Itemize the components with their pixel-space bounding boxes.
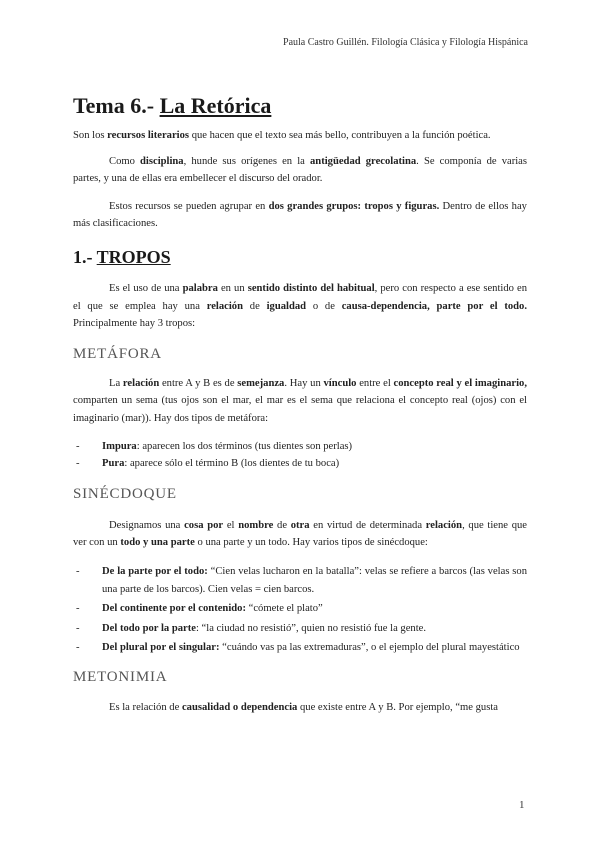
list-item: - De la parte por el todo: “Cien velas lucharon en la batalla”: velas se refiere a barcos (las velas son una parte de los barcos). Cien velas = cien barcos. — [76, 565, 528, 595]
list-item: - Del continente por el contenido: “cómete el plato” — [76, 603, 323, 615]
metonimia-paragraph: Es la relación de causalidad o dependencia que existe entre A y B. Por ejemplo, “me gusta — [109, 701, 498, 713]
title-main: La Retórica — [159, 93, 272, 118]
tropos-paragraph: Es el uso de una palabra en un sentido distinto del habitual, pero con respecto a ese sentido en el que se emplea hay una relación de igualdad o de causa-dependencia, parte por el todo. Principalmente hay 3 tropos: — [73, 282, 528, 330]
document-title — [73, 92, 527, 120]
sinecdoque-list — [73, 563, 527, 657]
list-item: - Del plural por el singular: “cuándo vas pa las extremaduras”, o el ejemplo del plural mayestático — [76, 642, 520, 654]
list-item: - Del todo por la parte: “la ciudad no resistió”, quien no resistió fue la gente. — [76, 622, 427, 634]
section-heading-tropos: 1.- TROPOS — [73, 246, 171, 267]
intro-paragraph-1: Son los recursos literarios que hacen que el texto sea más bello, contribuyen a la función poética. — [73, 130, 491, 141]
list-item: - Impura: aparecen los dos términos (tus dientes son perlas) — [76, 440, 353, 452]
page-content — [73, 92, 527, 716]
subheading-metonimia: METONIMIA — [73, 668, 168, 685]
subheading-metafora: METÁFORA — [73, 345, 162, 362]
intro-paragraph-2: Como disciplina, hunde sus orígenes en la antigüedad grecolatina. Se componía de varias partes, y una de ellas era embellecer el discurso del orador. — [73, 155, 527, 185]
metafora-list — [73, 438, 527, 473]
title-prefix: Tema 6.- — [73, 93, 160, 118]
metafora-paragraph: La relación entre A y B es de semejanza. Hay un vínculo entre el concepto real y el imaginario, comparten un sema (tus ojos son el mar, el mar es el sema que relaciona el concepto real (ojos) con el imaginario (mar)). Hay dos tipos de metáfora: — [73, 377, 528, 424]
sinecdoque-paragraph: Designamos una cosa por el nombre de otra en virtud de determinada relación, que tiene que ver con un todo y una parte o una parte y un todo. Hay varios tipos de sinécdoque: — [73, 519, 528, 549]
subheading-sinecdoque: SINÉCDOQUE — [73, 485, 177, 502]
list-item: - Pura: aparece sólo el término B (los dientes de tu boca) — [76, 458, 340, 470]
running-header: Paula Castro Guillén. Filología Clásica y Filología Hispánica — [283, 37, 528, 48]
intro-paragraph-3: Estos recursos se pueden agrupar en dos grandes grupos: tropos y figuras. Dentro de ellos hay más clasificaciones. — [73, 200, 527, 230]
page-number: 1 — [519, 799, 525, 811]
